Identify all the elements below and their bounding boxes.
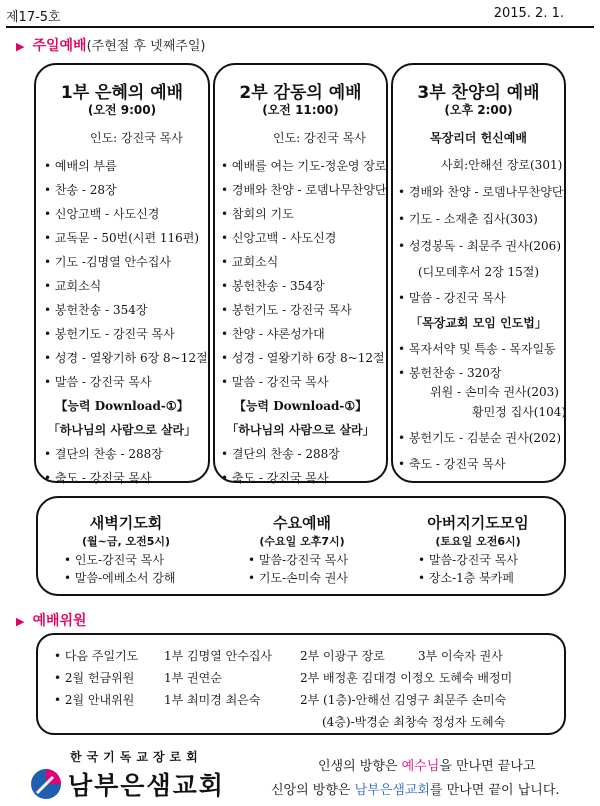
- list-item: • 기도 -김명열 안수집사: [44, 253, 171, 270]
- service1-download: 【능력 Download-①】: [55, 399, 189, 413]
- list-item: • 교독문 - 50번(시편 116편): [44, 229, 199, 246]
- fathers-time: (토요일 오전6시): [435, 535, 521, 548]
- list-item: • 장소-1층 북카페: [418, 569, 514, 586]
- slogan-line-1: 인생의 방향은 예수님을 만나면 끝나고: [318, 759, 536, 774]
- list-item: • 봉헌기도 - 강진국 목사: [44, 325, 175, 342]
- list-item: • 기도 - 소재춘 집사(303): [398, 210, 538, 227]
- service2-box: [213, 63, 388, 483]
- wednesday-title: 수요예배: [273, 514, 331, 532]
- service2-time: (오전 11:00): [262, 103, 339, 117]
- list-item: • 성경 - 열왕기하 6장 8~12절: [221, 349, 385, 366]
- list-item: • 결단의 찬송 - 288장: [221, 445, 340, 462]
- list-item: • 예배의 부름: [44, 157, 117, 174]
- service1-title: 1부 은혜의 예배: [60, 83, 184, 103]
- list-item: • 말씀-강진국 목사: [248, 551, 348, 568]
- list-item: • 성경 - 열왕기하 6장 8~12절: [44, 349, 208, 366]
- table-cell: 1부 김명열 안수집사: [164, 649, 273, 663]
- service1-sermon-title: 「하나님의 사람으로 살라」: [47, 423, 197, 437]
- list-item: • 참회의 기도: [221, 205, 294, 222]
- sunday-heading: [16, 35, 205, 55]
- bulletin-date: 2015. 2. 1.: [493, 6, 564, 21]
- dawn-title: 새벽기도회: [89, 514, 163, 532]
- committee-box: [36, 633, 566, 735]
- list-item: • 인도-강진국 목사: [64, 551, 164, 568]
- service2-title: 2부 감동의 예배: [239, 83, 362, 103]
- service1-time: (오전 9:00): [87, 103, 157, 117]
- list-item: • 말씀-강진국 목사: [418, 551, 518, 568]
- table-cell: 2부 (1층)-안해선 김영구 최문주 손미숙: [300, 693, 507, 707]
- service3-offering-committee: 위원 - 손미숙 권사(203): [430, 385, 559, 399]
- dawn-prayer-section: [38, 498, 214, 598]
- table-cell: • 2월 안내위원: [54, 691, 134, 708]
- table-cell: 1부 권연순: [164, 671, 222, 685]
- service3-offering-committee-2: 황민정 집사(104): [472, 405, 567, 419]
- list-item: • 봉헌찬송 - 354장: [44, 301, 147, 318]
- table-cell: 2부 배정훈 김대경 이정오 도혜숙 배정미: [300, 671, 513, 685]
- list-item: • 신앙고백 - 사도신경: [221, 229, 336, 246]
- service3-leader: 목장리더 헌신예배: [430, 131, 527, 145]
- fathers-prayer-section: [390, 498, 566, 598]
- committee-title: 예배위원: [32, 613, 87, 629]
- list-item: • 말씀 - 강진국 목사: [44, 373, 152, 390]
- denomination-name: 한국기독교장로회: [70, 750, 203, 764]
- list-item: • 말씀-에베소서 강해: [64, 569, 176, 586]
- table-cell: 3부 이숙자 권사: [418, 649, 503, 663]
- list-item: • 교회소식: [221, 253, 278, 270]
- wednesday-time: (수요일 오후7시): [259, 535, 345, 548]
- list-item: • 축도 - 강진국 목사: [44, 469, 152, 486]
- issue-number: 제17-5호: [6, 10, 61, 25]
- table-cell: 1부 최미경 최은숙: [164, 693, 261, 707]
- list-item: • 예배를 여는 기도-정운영 장로: [221, 157, 387, 174]
- list-item: • 봉헌기도 - 강진국 목사: [221, 301, 352, 318]
- service3-scripture: (디모데후서 2장 15절): [418, 265, 540, 279]
- service3-moderator: 사회:안해선 장로(301): [441, 158, 563, 172]
- list-item: • 축도 - 강진국 목사: [221, 469, 329, 486]
- list-item: • 기도-손미숙 권사: [248, 569, 348, 586]
- slogan-line-2: 신앙의 방향은 남부은샘교회를 만나면 끝이 납니다.: [271, 783, 560, 798]
- church-name: 남부은샘교회: [68, 771, 225, 800]
- header-divider: [6, 26, 594, 28]
- list-item: • 축도 - 강진국 목사: [398, 455, 506, 472]
- service1-leader: 인도: 강진국 목사: [90, 131, 183, 145]
- dawn-time: (월~금, 오전5시): [81, 535, 171, 548]
- list-item: • 경배와 찬양 - 로뎀나무찬양단: [398, 183, 564, 200]
- list-item: • 말씀 - 강진국 목사: [398, 289, 506, 306]
- committee-heading: [16, 610, 87, 630]
- list-item: • 신앙고백 - 사도신경: [44, 205, 159, 222]
- service3-time: (오후 2:00): [444, 103, 513, 117]
- service3-title: 3부 찬양의 예배: [417, 83, 540, 103]
- list-item: • 목자서약 및 특송 - 목자일동: [398, 340, 556, 357]
- table-cell: 2부 이광구 장로: [300, 649, 385, 663]
- list-item: • 찬양 - 샤론성가대: [221, 325, 325, 342]
- triangle-icon: ▶: [16, 615, 25, 628]
- list-item: • 봉헌기도 - 김분순 권사(202): [398, 429, 561, 446]
- service1-box: [34, 63, 210, 483]
- service3-box: [391, 63, 566, 483]
- service2-leader: 인도: 강진국 목사: [273, 131, 366, 145]
- service3-sermon-title: 「목장교회 모임 인도법」: [410, 316, 547, 330]
- table-cell: • 다음 주일기도: [54, 647, 138, 664]
- sunday-subtitle: (주현절 후 넷째주일): [86, 39, 206, 54]
- list-item: • 성경봉독 - 최문주 권사(206): [398, 237, 561, 254]
- list-item: • 봉헌찬송 - 320장: [398, 364, 501, 381]
- church-logo-icon: [30, 768, 62, 800]
- triangle-icon: ▶: [16, 40, 25, 53]
- table-cell: (4층)-박경순 최창숙 정성자 도혜숙: [322, 715, 506, 729]
- table-cell: • 2월 헌금위원: [54, 669, 134, 686]
- sunday-title: 주일예배: [32, 38, 87, 54]
- list-item: • 교회소식: [44, 277, 101, 294]
- fathers-title: 아버지기도모임: [427, 514, 529, 532]
- list-item: • 경배와 찬양 - 로뎀나무찬양단: [221, 181, 387, 198]
- service2-sermon-title: 「하나님의 사람으로 살라」: [226, 423, 375, 437]
- list-item: • 결단의 찬송 - 288장: [44, 445, 163, 462]
- wednesday-section: [214, 498, 390, 598]
- service2-download: 【능력 Download-①】: [233, 399, 368, 413]
- list-item: • 찬송 - 28장: [44, 181, 117, 198]
- list-item: • 말씀 - 강진국 목사: [221, 373, 329, 390]
- weekday-meetings-box: [36, 496, 566, 596]
- list-item: • 봉헌찬송 - 354장: [221, 277, 324, 294]
